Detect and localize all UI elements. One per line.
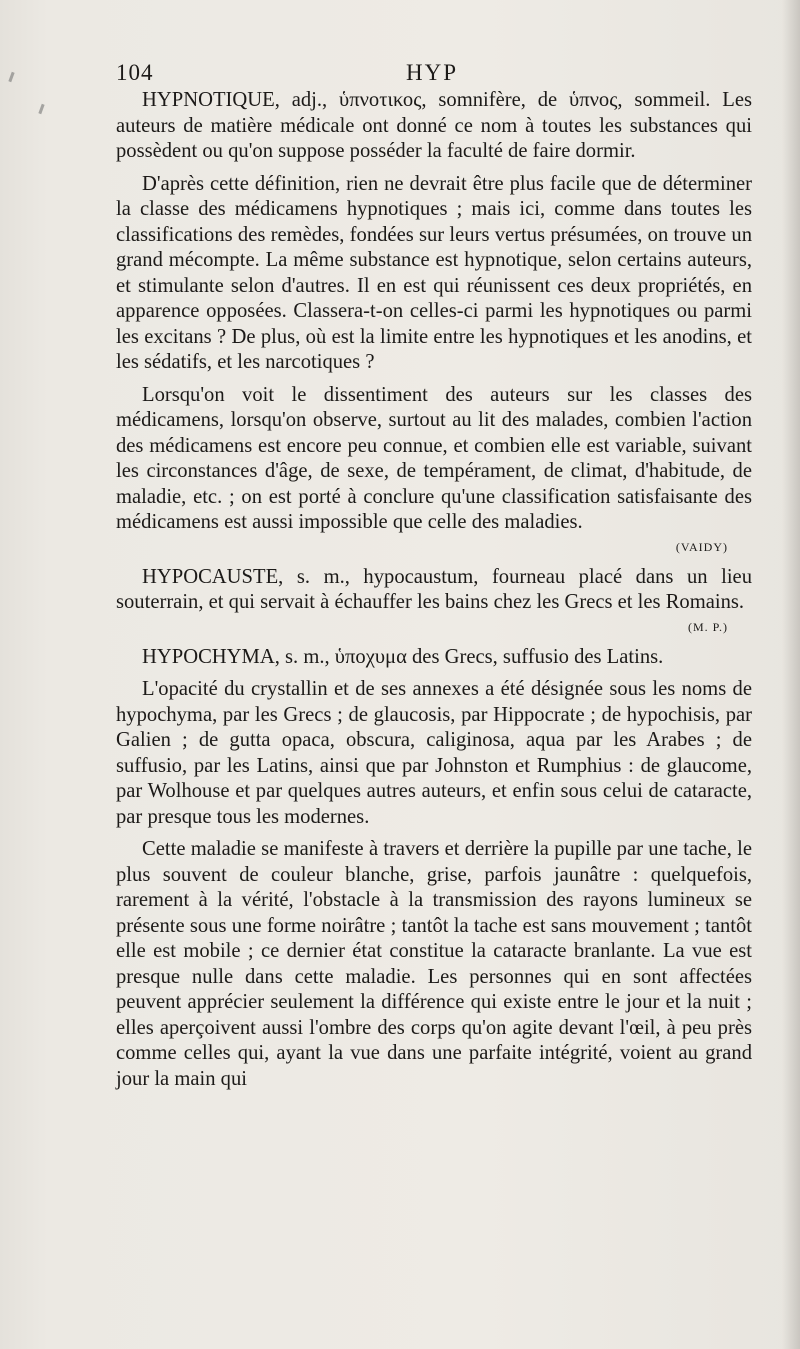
- page-gutter-shadow: [782, 0, 800, 1349]
- entry-hypocauste-definition: HYPOCAUSTE, s. m., hypocaustum, fourneau placé dans un lieu souterrain, et qui servait à échauffer les bains chez les Grecs et les Romains.: [116, 565, 752, 613]
- author-signature: (M. P.): [687, 619, 728, 634]
- entry-hypnotique-paragraph: Lorsqu'on voit le dissentiment des auteurs sur les classes des médicamens, lorsqu'on observe, surtout au lit des malades, combien l'action des médicamens est encore peu connue, et combien elle est variable, suivant les circonstances d'âge, de sexe, de tempérament, de climat, d'habitude, de maladie, etc. ; on est porté à conclure qu'une classification satisfaisante des médicamens est aussi impossible que celle des maladies.: [116, 383, 752, 533]
- entry-hypochyma-paragraph: Cette maladie se manifeste à travers et derrière la pupille par une tache, le plus souvent de couleur blanche, grise, parfois jaunâtre : quelquefois, rarement à la vérité, l'obstacle à la transmission des rayons lumineux se présente sous une forme noirâtre ; tantôt la tache est sans mouvement ; tantôt elle est mobile ; ce dernier état constitue la cataracte branlante. La vue est presque nulle dans cette maladie. Les personnes qui en sont affectées peuvent apprécier seulement la différence qui existe entre le jour et la nuit ; elles aperçoivent aussi l'ombre des corps qu'on agite devant l'œil, à peu près comme celles qui, ayant la vue dans une parfaite intégrité, voient au grand jour la main qui: [116, 838, 752, 1090]
- entry-hypochyma-paragraph: L'opacité du crystallin et de ses annexes a été désignée sous les noms de hypochyma, par les Grecs ; de glaucosis, par Hippocrate ; de hypochisis, par Galien ; de gutta opaca, obscura, caliginosa, aqua par les Arabes ; de suffusio, par les Latins, ainsi que par Johnston et Rumphius : de glaucome, par Wolhouse et par quelques autres auteurs, et enfin sous celui de cataracte, par presque tous les modernes.: [116, 678, 752, 828]
- page-number: 104: [116, 60, 154, 85]
- page-body: [116, 88, 752, 1092]
- running-title: HYP: [406, 60, 459, 85]
- entry-hypnotique-paragraph: D'après cette définition, rien ne devrait être plus facile que de déterminer la classe des médicamens hypnotiques ; mais ici, comme dans toutes les classifications des remèdes, fondées sur leurs vertus présumées, on trouve un grand mécompte. La même substance est hypnotique, selon certains auteurs, et stimulante selon d'autres. Il en est qui réunissent ces deux propriétés, en apparence opposées. Classera-t-on celles-ci parmi les hypnotiques ou parmi les excitans ? De plus, où est la limite entre les hypnotiques et les anodins, et les sédatifs, et les narcotiques ?: [116, 172, 752, 373]
- entry-hypnotique-definition: HYPNOTIQUE, adj., ὑπνοτικος, somnifère, de ὑπνος, sommeil. Les auteurs de matière médicale ont donné ce nom à toutes les substances qui possèdent ou qu'on suppose posséder la faculté de faire dormir.: [116, 89, 752, 162]
- paper-speck: [8, 72, 14, 82]
- paper-speck: [38, 104, 44, 114]
- entry-hypochyma-definition: HYPOCHYMA, s. m., ὑποχυμα des Grecs, suffusio des Latins.: [142, 645, 664, 668]
- author-signature: (VAIDY): [675, 539, 728, 554]
- page-header: [116, 60, 752, 90]
